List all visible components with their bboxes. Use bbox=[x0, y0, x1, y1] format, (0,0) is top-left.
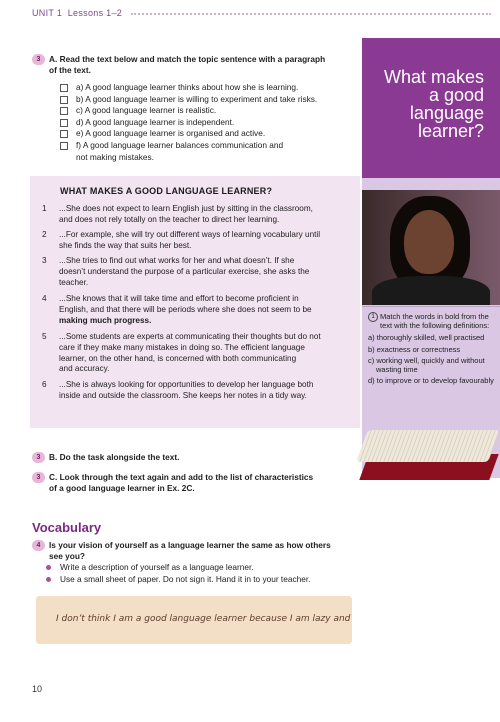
checkbox[interactable] bbox=[60, 107, 68, 115]
paragraph-line: care if they make many mistakes in doing so. The efficient language bbox=[59, 342, 305, 352]
paragraph-line: ...Some students are experts at communicating their thoughts but do not bbox=[59, 332, 321, 341]
exercise-badge: 4 bbox=[32, 540, 45, 551]
paragraph-line: teacher. bbox=[59, 277, 89, 287]
side-divider bbox=[362, 306, 500, 307]
paragraph-line: and accuracy. bbox=[59, 364, 110, 374]
paragraph-number: 2 bbox=[42, 230, 47, 239]
paragraph-line: ...She is always looking for opportunities to develop her language both bbox=[59, 380, 314, 389]
task-4-text-cont: see you? bbox=[49, 551, 85, 562]
paragraph-number: 5 bbox=[42, 332, 47, 341]
lessons-label: Lessons 1–2 bbox=[67, 8, 123, 18]
article-paragraph bbox=[42, 380, 360, 402]
checkbox[interactable] bbox=[60, 130, 68, 138]
article-paragraph bbox=[42, 204, 360, 226]
handwritten-note-text: I don’t think I am a good language learner because I am lazy and bbox=[56, 614, 351, 624]
page-number: 10 bbox=[32, 684, 43, 694]
page-title: What makes a good language learner? bbox=[383, 67, 484, 141]
option-label: a) A good language learner thinks about how she is learning. bbox=[76, 82, 299, 92]
task-c-text: C. Look through the text again and add to the list of characteristics bbox=[49, 472, 314, 482]
paragraph-line: ...She knows that it will take time and effort to become proficient in bbox=[59, 294, 299, 303]
paragraph-line: ...For example, she will try out different ways of learning vocabulary until bbox=[59, 230, 321, 239]
article-paragraph bbox=[42, 256, 360, 288]
option-label: e) A good language learner is organised and active. bbox=[76, 128, 266, 139]
paragraph-line: and does not rely totally on the teacher to direct her learning. bbox=[59, 214, 280, 224]
exercise-badge: 3 bbox=[32, 54, 45, 65]
checkbox[interactable] bbox=[60, 96, 68, 104]
option-row[interactable] bbox=[60, 128, 360, 140]
task-b-text: B. Do the task alongside the text. bbox=[49, 452, 180, 462]
option-row[interactable] bbox=[60, 105, 360, 117]
paragraph-line: ...She tries to find out what works for her and what doesn’t. If she bbox=[59, 256, 295, 265]
definition-item: b) exactness or correctness bbox=[368, 344, 461, 354]
unit-header bbox=[32, 8, 491, 18]
paragraph-line: making much progress. bbox=[59, 315, 152, 325]
paragraph-line: English, and that there will be periods where she does not seem to be bbox=[59, 304, 312, 314]
side-exercise bbox=[368, 312, 494, 387]
title-box bbox=[362, 38, 500, 178]
article-box bbox=[30, 176, 360, 428]
option-label: f) A good language learner balances communication and bbox=[76, 139, 284, 150]
paragraph-number: 3 bbox=[42, 256, 47, 265]
task-a-text-cont: of the text. bbox=[49, 65, 91, 76]
task-4-text: Is your vision of yourself as a language learner the same as how others bbox=[49, 540, 331, 550]
exercise-badge: 3 bbox=[32, 472, 45, 483]
article-title: WHAT MAKES A GOOD LANGUAGE LEARNER? bbox=[60, 186, 273, 196]
task-c-text-cont: of a good language learner in Ex. 2C. bbox=[49, 483, 195, 494]
dictionary-image bbox=[356, 418, 500, 488]
article-paragraph bbox=[42, 230, 360, 252]
bullet-text: Write a description of yourself as a language learner. bbox=[60, 562, 254, 572]
option-label: b) A good language learner is willing to experiment and take risks. bbox=[76, 93, 318, 104]
side-exercise-intro: Match the words in bold from the text with the following definitions: bbox=[380, 312, 490, 331]
task-4 bbox=[32, 540, 362, 562]
paragraph-number: 6 bbox=[42, 380, 47, 389]
option-label: not making mistakes. bbox=[76, 151, 154, 162]
task-4-bullets bbox=[46, 562, 366, 585]
bullet-text: Use a small sheet of paper. Do not sign it. Hand it in to your teacher. bbox=[60, 573, 311, 584]
task-c bbox=[32, 472, 352, 494]
option-row[interactable] bbox=[60, 140, 360, 152]
option-row[interactable] bbox=[60, 117, 360, 129]
option-row[interactable] bbox=[60, 82, 360, 94]
vocabulary-heading: Vocabulary bbox=[32, 520, 102, 535]
definition-item: a) thoroughly skilled, well practised bbox=[368, 333, 485, 343]
option-label: d) A good language learner is independent. bbox=[76, 116, 235, 127]
student-photo bbox=[362, 190, 500, 305]
paragraph-line: she finds the way that suits her best. bbox=[59, 240, 192, 250]
definition-item: c) working well, quickly and without wasting time bbox=[368, 355, 485, 375]
header-dotted-rule bbox=[131, 13, 491, 15]
checkbox[interactable] bbox=[60, 84, 68, 92]
bullet-dot-icon bbox=[46, 577, 51, 582]
definition-item: d) to improve or to develop favourably bbox=[368, 376, 494, 386]
task-a-text: A. Read the text below and match the topic sentence with a paragraph bbox=[49, 54, 326, 64]
paragraph-line: ...She does not expect to learn English just by sitting in the classroom, bbox=[59, 204, 313, 213]
side-exercise-number: 1 bbox=[368, 312, 378, 322]
paragraph-line: doesn’t understand the purpose of a particular exercise, she asks the bbox=[59, 266, 310, 276]
bullet-dot-icon bbox=[46, 565, 51, 570]
bullet-item bbox=[46, 574, 366, 586]
article-paragraph bbox=[42, 294, 360, 326]
paragraph-number: 4 bbox=[42, 294, 47, 303]
paragraph-line: inside and outside the classroom. She keeps her notes in a tidy way. bbox=[59, 390, 307, 400]
option-row[interactable] bbox=[60, 94, 360, 106]
topic-sentence-options bbox=[60, 82, 360, 163]
article-paragraph bbox=[42, 332, 360, 375]
task-b bbox=[32, 452, 179, 463]
checkbox[interactable] bbox=[60, 119, 68, 127]
option-label: c) A good language learner is realistic. bbox=[76, 105, 217, 116]
task-a bbox=[32, 54, 342, 76]
paragraph-number: 1 bbox=[42, 204, 47, 213]
option-row-cont bbox=[60, 152, 360, 164]
bullet-item bbox=[46, 562, 366, 574]
unit-label: UNIT 1 bbox=[32, 8, 63, 18]
exercise-badge: 3 bbox=[32, 452, 45, 463]
checkbox[interactable] bbox=[60, 142, 68, 150]
paragraph-line: learner, on the other hand, is concerned with both communicating bbox=[59, 353, 297, 363]
